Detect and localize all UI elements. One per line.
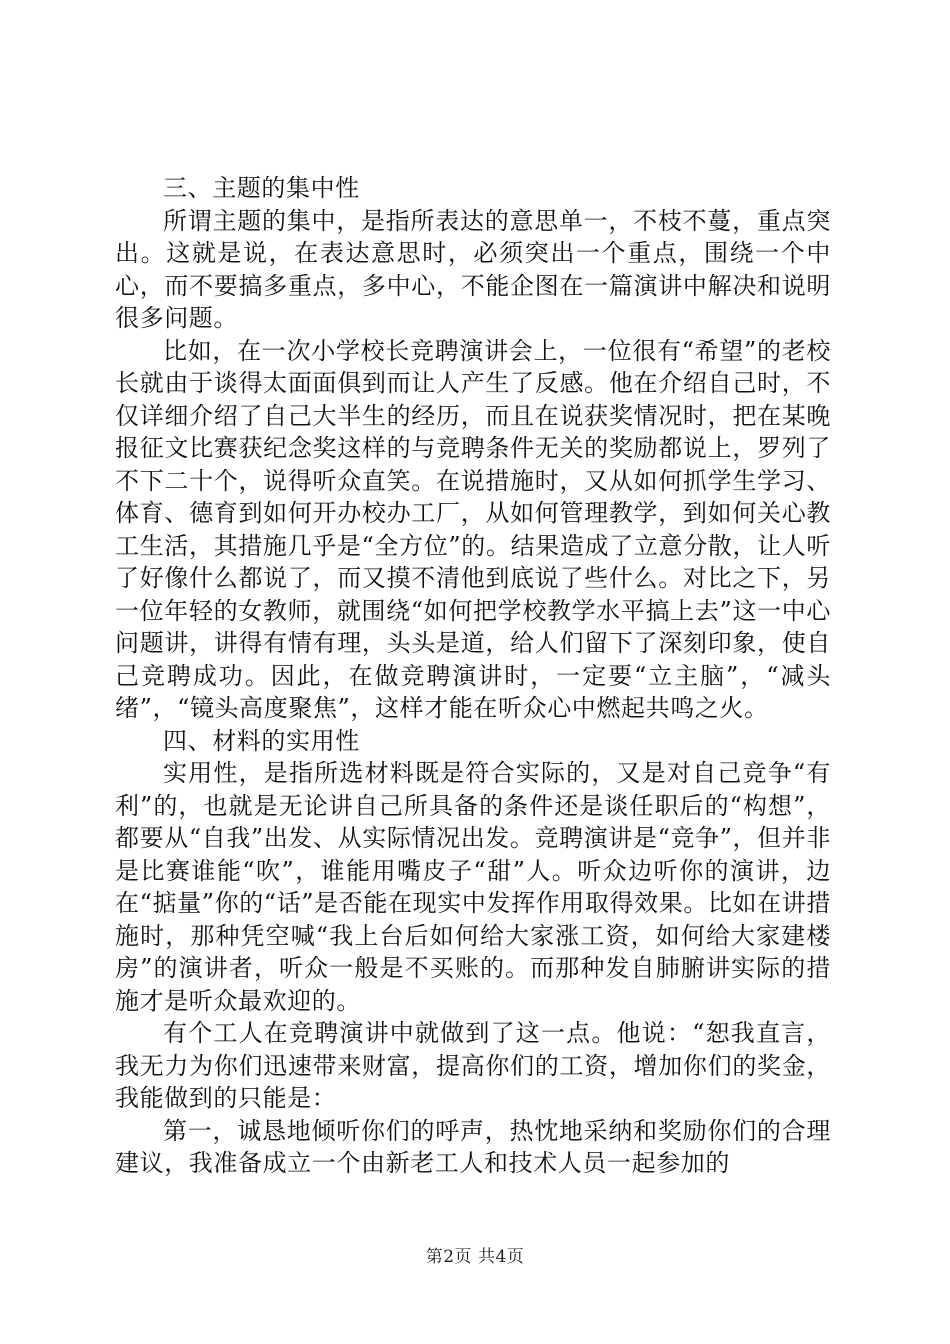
section-heading-material-practicality: 四、材料的实用性 (163, 726, 360, 755)
paragraph-worker-example: 有个工人在竞聘演讲中就做到了这一点。他说：“恕我直言，我无力为你们迅速带来财富，提高你们的工资，增加你们的奖金，我能做到的只能是： (115, 1019, 831, 1112)
paragraph-first-point: 第一，诚恳地倾听你们的呼声，热忱地采纳和奖励你们的合理建议，我准备成立一个由新老工人和技术人员一起参加的 (115, 1116, 831, 1177)
document-body (115, 172, 831, 1180)
page-number-footer: 第2页 共4页 (425, 1247, 525, 1267)
section-heading-theme-focus: 三、主题的集中性 (163, 174, 360, 202)
paragraph-principal-example: 比如，在一次小学校长竞聘演讲会上，一位很有“希望”的老校长就由于谈得太面面俱到而让人产生了反感。他在介绍自己时，不仅详细介绍了自己大半生的经历，而且在说获奖情况时，把在某晚报征文比赛获纪念奖这样的与竞聘条件无关的奖励都说上，罗列了不下二十个，说得听众直笑。在说措施时，又从如何抓学生学习、体育、德育到如何开办校办工厂，从如何管理教学，到如何关心教工生活，其措施几乎是“全方位”的。结果造成了立意分散，让人听了好像什么都说了，而又摸不清他到底说了些什么。对比之下，另一位年轻的女教师，就围绕“如何把学校教学水平搞上去”这一中心问题讲，讲得有情有理，头头是道，给人们留下了深刻印象，使自己竞聘成功。因此，在做竞聘演讲时，一定要“立主脑”，“减头绪”，“镜头高度聚焦”，这样才能在听众心中燃起共鸣之火。 (115, 336, 831, 722)
paragraph-practicality-definition: 实用性，是指所选材料既是符合实际的，又是对自己竞争“有利”的，也就是无论讲自己所具备的条件还是谈任职后的“构想”，都要从“自我”出发、从实际情况出发。竞聘演讲是“竞争”，但并非是比赛谁能“吹”，谁能用嘴皮子“甜”人。听众边听你的演讲，边在“掂量”你的“话”是否能在现实中发挥作用取得效果。比如在讲措施时，那种凭空喊“我上台后如何给大家涨工资，如何给大家建楼房”的演讲者，听众一般是不买账的。而那种发自肺腑讲实际的措施才是听众最欢迎的。 (115, 759, 831, 1015)
paragraph-theme-definition: 所谓主题的集中，是指所表达的意思单一，不枝不蔓，重点突出。这就是说，在表达意思时，必须突出一个重点，围绕一个中心，而不要搞多重点，多中心，不能企图在一篇演讲中解决和说明很多问题。 (115, 206, 831, 332)
